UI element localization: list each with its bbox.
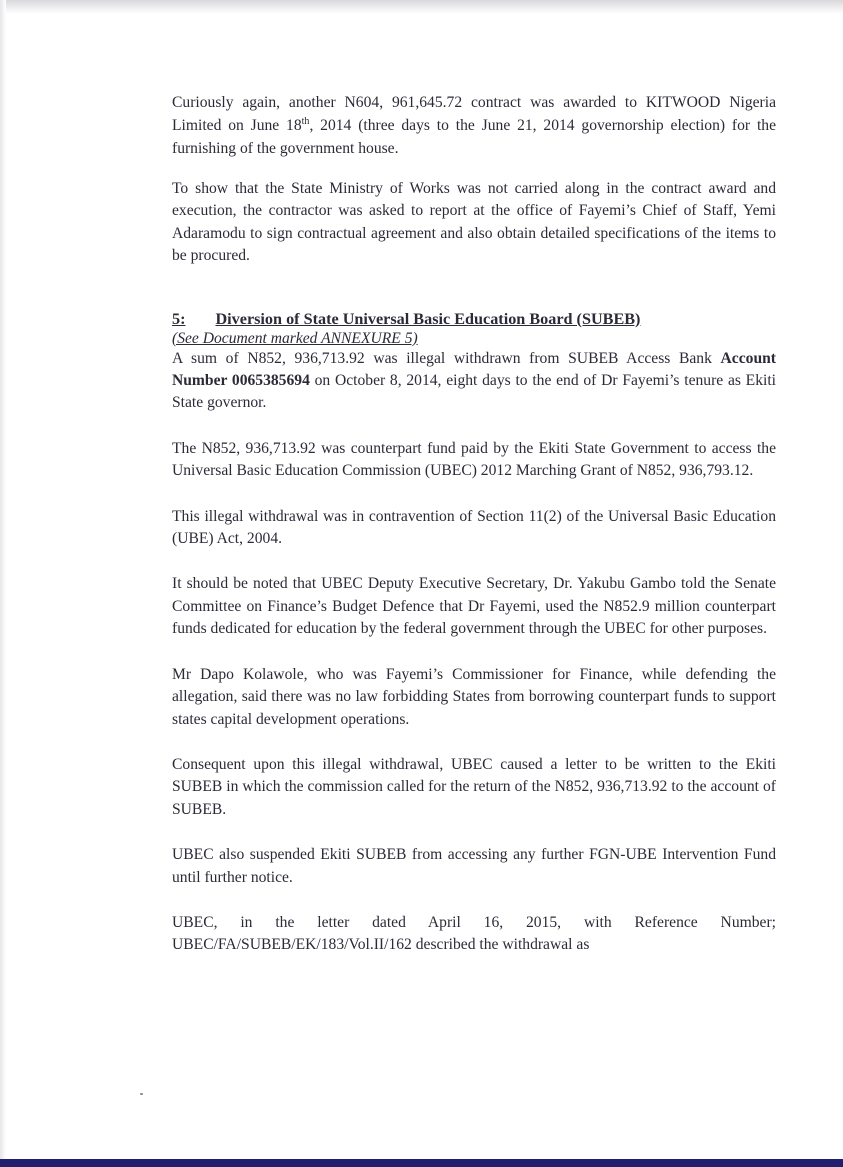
paragraph-suspension: UBEC also suspended Ekiti SUBEB from accessing any further FGN-UBE Intervention Fund until further notice. <box>172 846 776 886</box>
paragraph-counterpart-fund: The N852, 936,713.92 was counterpart fund paid by the Ekiti State Government to access the Universal Basic Education Commission (UBEC) 2012 Marching Grant of N852, 936,793.12. <box>172 439 776 480</box>
document-body <box>172 91 776 957</box>
paragraph-ubec-deputy: It should be noted that UBEC Deputy Executive Secretary, Dr. Yakubu Gambo told the Senate Committee on Finance’s Budget Defence that Dr Fayemi, used the N852.9 million counterpart funds dedicated for education by the federal government through the UBEC for other purposes. <box>172 575 776 638</box>
paragraph-ministry-of-works: To show that the State Ministry of Works was not carried along in the contract award and execution, the contractor was asked to report at the office of Fayemi’s Chief of Staff, Yemi Adaramodu to sign contractual agreement and also obtain detailed specifications of the items to be procured. <box>172 180 776 265</box>
paragraph-subeb-withdrawal <box>172 348 776 415</box>
scan-top-edge <box>0 0 843 14</box>
paragraph-text: on October 8, 2014, eight days to the end of Dr Fayemi’s tenure as Ekiti State governor. <box>172 372 776 412</box>
paragraph-text: A sum of N852, 936,713.92 was illegal withdrawn from SUBEB Access Bank <box>172 349 721 367</box>
ordinal-suffix: th <box>301 115 310 127</box>
paragraph-kolawole: Mr Dapo Kolawole, who was Fayemi’s Commissioner for Finance, while defending the allegation, said there was no law forbidding States from borrowing counterpart funds to support states capital development operations. <box>172 665 776 728</box>
paragraph-text: Curiously again, another N604, 961,645.72 contract was awarded to KITWOOD Nigeria Limited on June 18 <box>172 94 776 134</box>
scan-bottom-edge <box>0 1159 843 1167</box>
section-title: Diversion of State Universal Basic Education Board (SUBEB) <box>215 309 641 328</box>
paragraph-text: , 2014 (three days to the June 21, 2014 governorship election) for the furnishing of the government house. <box>172 117 776 157</box>
scan-speck <box>140 1093 143 1095</box>
paragraph-contravention: This illegal withdrawal was in contravention of Section 11(2) of the Universal Basic Education (UBE) Act, 2004. <box>172 507 776 548</box>
paragraph-ubec-letter: UBEC, in the letter dated April 16, 2015, with Reference Number; UBEC/FA/SUBEB/EK/183/Vol.II/162 described the withdrawal as <box>172 913 776 954</box>
scan-left-edge <box>0 0 6 1167</box>
paragraph-kitwood-contract <box>172 91 776 160</box>
paragraph-return-of-funds: Consequent upon this illegal withdrawal, UBEC caused a letter to be written to the Ekiti SUBEB in which the commission called for the return of the N852, 936,713.92 to the account of SUBEB. <box>172 755 776 818</box>
account-number: Account Number 0065385694 <box>172 349 776 390</box>
section-5-heading <box>172 308 776 348</box>
annexure-reference: (See Document marked ANNEXURE 5) <box>172 329 418 347</box>
section-title-line <box>172 308 776 330</box>
section-number: 5: <box>172 309 186 328</box>
